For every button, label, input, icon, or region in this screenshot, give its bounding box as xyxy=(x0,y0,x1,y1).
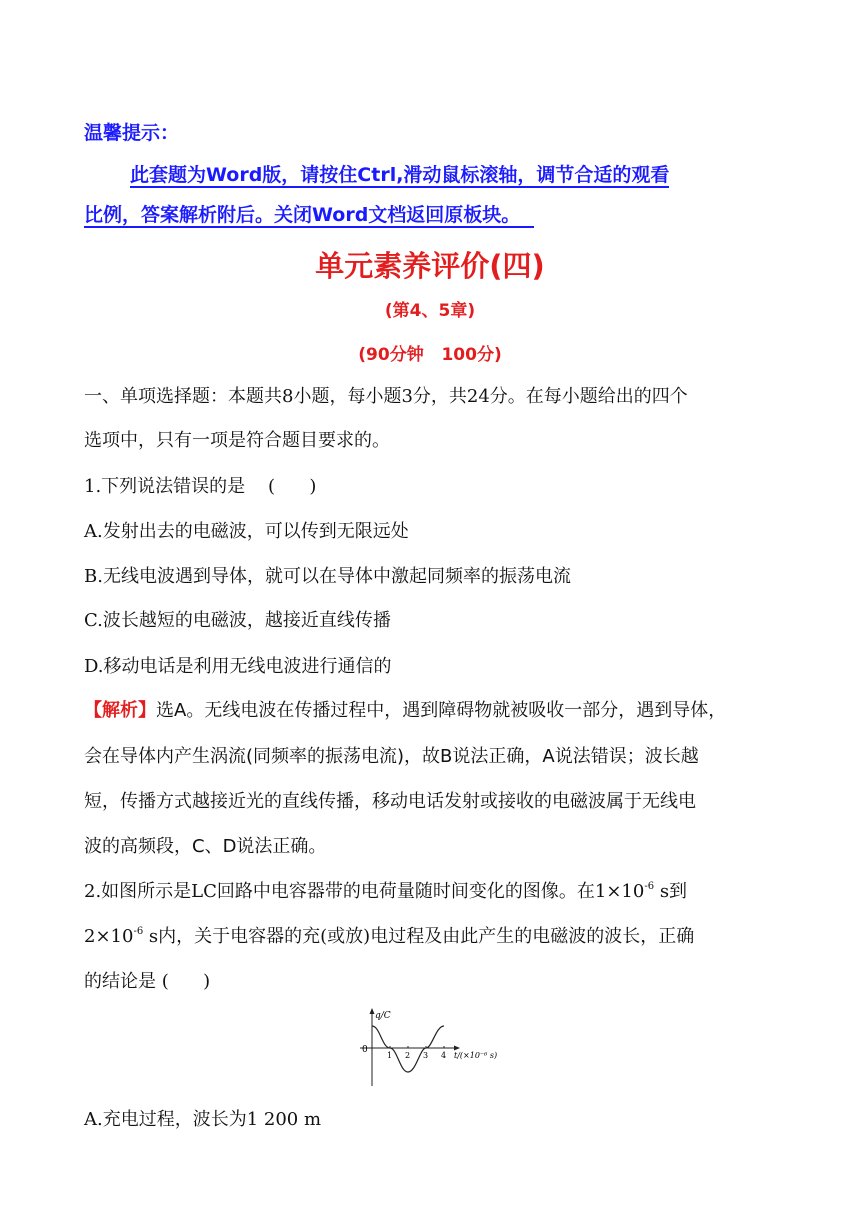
q1-option-d: D.移动电话是利用无线电波进行通信的 xyxy=(84,656,392,677)
tick-label-4: 4 xyxy=(441,1051,447,1060)
q1-analysis-line-1 xyxy=(84,700,726,722)
q1-analysis-line-3: 短，传播方式越接近光的直线传播，移动电话发射或接收的电磁波属于无线电 xyxy=(84,791,696,812)
q2-stem-part-3: 2×10 xyxy=(84,926,134,947)
section-intro-line-1: 一、单项选择题：本题共8小题，每小题3分，共24分。在每小题给出的四个 xyxy=(84,386,688,407)
origin-label: 0 xyxy=(362,1045,368,1055)
q2-stem-part-4: s内，关于电容器的充(或放)电过程及由此产生的电磁波的波长，正确 xyxy=(143,926,695,947)
q2-stem-part-2: s到 xyxy=(654,881,688,902)
notice-line-2 xyxy=(84,200,534,227)
notice-line-1-text: 此套题为Word版，请按住Ctrl,滑动鼠标滚轴，调节合适的观看 xyxy=(130,164,670,186)
q1-option-a: A.发射出去的电磁波，可以传到无限远处 xyxy=(84,521,409,542)
section-intro-line-2: 选项中，只有一项是符合题目要求的。 xyxy=(84,430,390,451)
q1-analysis-line-4: 波的高频段，C、D说法正确。 xyxy=(84,836,327,857)
tick-label-2: 2 xyxy=(405,1051,411,1060)
y-axis-arrow xyxy=(370,1008,375,1014)
notice-title: 温馨提示： xyxy=(84,122,180,144)
q1-option-b: B.无线电波遇到导体，就可以在导体中激起同频率的振荡电流 xyxy=(84,566,571,587)
chapter-range: (第4、5章) xyxy=(384,301,476,321)
notice-line-2-text: 比例，答案解析附后。关闭Word文档返回原板块。 xyxy=(84,204,521,226)
page-title: 单元素养评价(四) xyxy=(315,249,545,283)
q2-exponent-1: -6 xyxy=(644,881,655,892)
time-score: (90分钟 100分) xyxy=(358,345,502,365)
tick-label-3: 3 xyxy=(423,1051,429,1060)
notice-line-1 xyxy=(130,160,669,187)
q1-option-c: C.波长越短的电磁波，越接近直线传播 xyxy=(84,610,391,631)
q2-option-a: A.充电过程，波长为1 200 m xyxy=(84,1109,322,1130)
q1-analysis-line-2: 会在导体内产生涡流(同频率的振荡电流)，故B说法正确，A说法错误；波长越 xyxy=(84,746,699,767)
x-axis-arrow xyxy=(454,1046,460,1051)
analysis-tag: 【解析】 xyxy=(84,700,156,721)
q2-exponent-2: -6 xyxy=(133,926,144,937)
q2-stem-line-1 xyxy=(84,881,687,903)
y-axis-label: q/C xyxy=(375,1011,391,1021)
q1-analysis-text-1: 选A。无线电波在传播过程中，遇到障碍物就被吸收一部分，遇到导体， xyxy=(156,700,727,721)
charge-curve xyxy=(372,1026,447,1072)
q2-stem-part-1: 2.如图所示是LC回路中电容器带的电荷量随时间变化的图像。在1×10 xyxy=(84,881,645,902)
q2-stem-line-3: 的结论是 ( ) xyxy=(84,971,211,992)
q1-stem: 1.下列说法错误的是 ( ) xyxy=(84,476,317,497)
q-t-graph xyxy=(350,1006,520,1092)
tick-label-1: 1 xyxy=(387,1051,393,1060)
x-axis-label: t/(×10⁻⁶ s) xyxy=(454,1051,498,1060)
q2-stem-line-2 xyxy=(84,926,694,948)
